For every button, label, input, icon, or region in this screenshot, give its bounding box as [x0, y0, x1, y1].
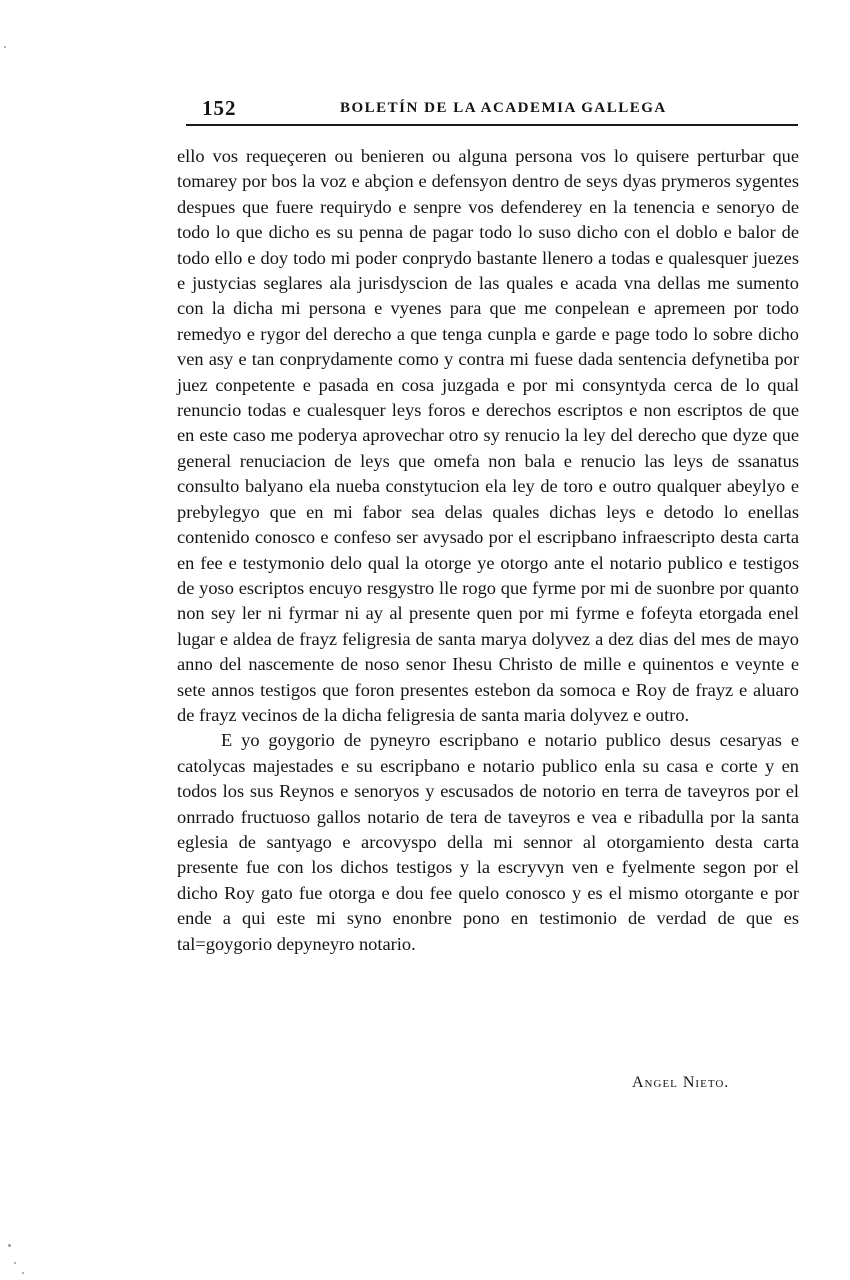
paragraph: E yo goygorio de pyneyro escripbano e notario publico desus cesaryas e catolycas majestades e su escripbano e notario publico enla su casa e corte y en todos los sus Reynos e senoryos y escusados de notorio en terra de taveyros por el onrrado fructuoso gallos notario de tera de taveyros e vea e ribadulla por la santa eglesia de santyago e arcovyspo della mi sennor al otorgamiento desta carta presente fue con los dichos testigos y la escryvyn ven e fyelmente segon por el dicho Roy gato fue otorga e dou fee quelo conosco y es el mismo otorgante e por ende a qui este mi syno enonbre pono en testimonio de verdad de que es tal=goygorio depyneyro notario. [177, 730, 799, 954]
page-header [186, 96, 798, 126]
scan-speck [8, 1244, 11, 1247]
header-rule [186, 124, 798, 126]
scan-speck [22, 1272, 24, 1274]
running-title: BOLETÍN DE LA ACADEMIA GALLEGA [340, 100, 667, 116]
author-signature: Angel Nieto. [632, 1074, 730, 1091]
scan-speck [4, 46, 6, 48]
body-text [177, 144, 799, 957]
scan-speck [14, 1262, 16, 1264]
paragraph: ello vos requeçeren ou benieren ou alguna persona vos lo quisere perturbar que tomarey por bos la voz e abçion e defensyon dentro de seys dyas prymeros sygentes despues que fuere requirydo e senpre vos defenderey en la tenencia e senoryo de todo lo que dicho es su penna de pagar todo lo suso dicho con el doblo e balor de todo ello e doy todo mi poder conprydo bastante llenero a todas e qualesquer juezes e justycias seglares ala jurisdyscion de las quales e acada vna dellas me sumento con la dicha mi persona e vyenes para que me conpelean e apremeen por todo remedyo e rygor del derecho a que tenga cunpla e garde e page todo lo sobre dicho ven asy e tan conprydamente como y contra mi fuese dada sentencia defynetiba por juez conpetente e pasada en cosa juzgada e por mi consyntyda cerca de lo qual renuncio todas e cualesquer leys foros e derechos escriptos e non escriptos de que en este caso me poderya aprovechar otro sy renucio la ley del derecho que dyze que general renuciacion de leys que omefa non bala e renucio las leys de ssanatus consulto balyano ela nueba constytucion ela ley de toro e outro qualquer abeylyo e prebylegyo que en mi fabor sea delas quales dichas leys e detodo lo enellas contenido conosco e confeso ser avysado por el escripbano infraescripto desta carta en fee e testymonio delo qual la otorge ye otorgo ante el notario publico e testigos de yoso escriptos encuyo resgystro lle rogo que fyrme por mi de suonbre por quanto non sey ler ni fyrmar ni ay al presente quen por mi fyrme e fofeyta etorgada enel lugar e aldea de frayz feligresia de santa marya dolyvez a dez dias del mes de mayo anno del nascemente de noso senor Ihesu Christo de mille e quinentos e veynte e sete annos testigos que foron presentes estebon da somoca e Roy de frayz e aluaro de frayz vecinos de la dicha feligresia de santa maria dolyvez e outro. [177, 146, 799, 725]
page-number: 152 [202, 96, 237, 120]
